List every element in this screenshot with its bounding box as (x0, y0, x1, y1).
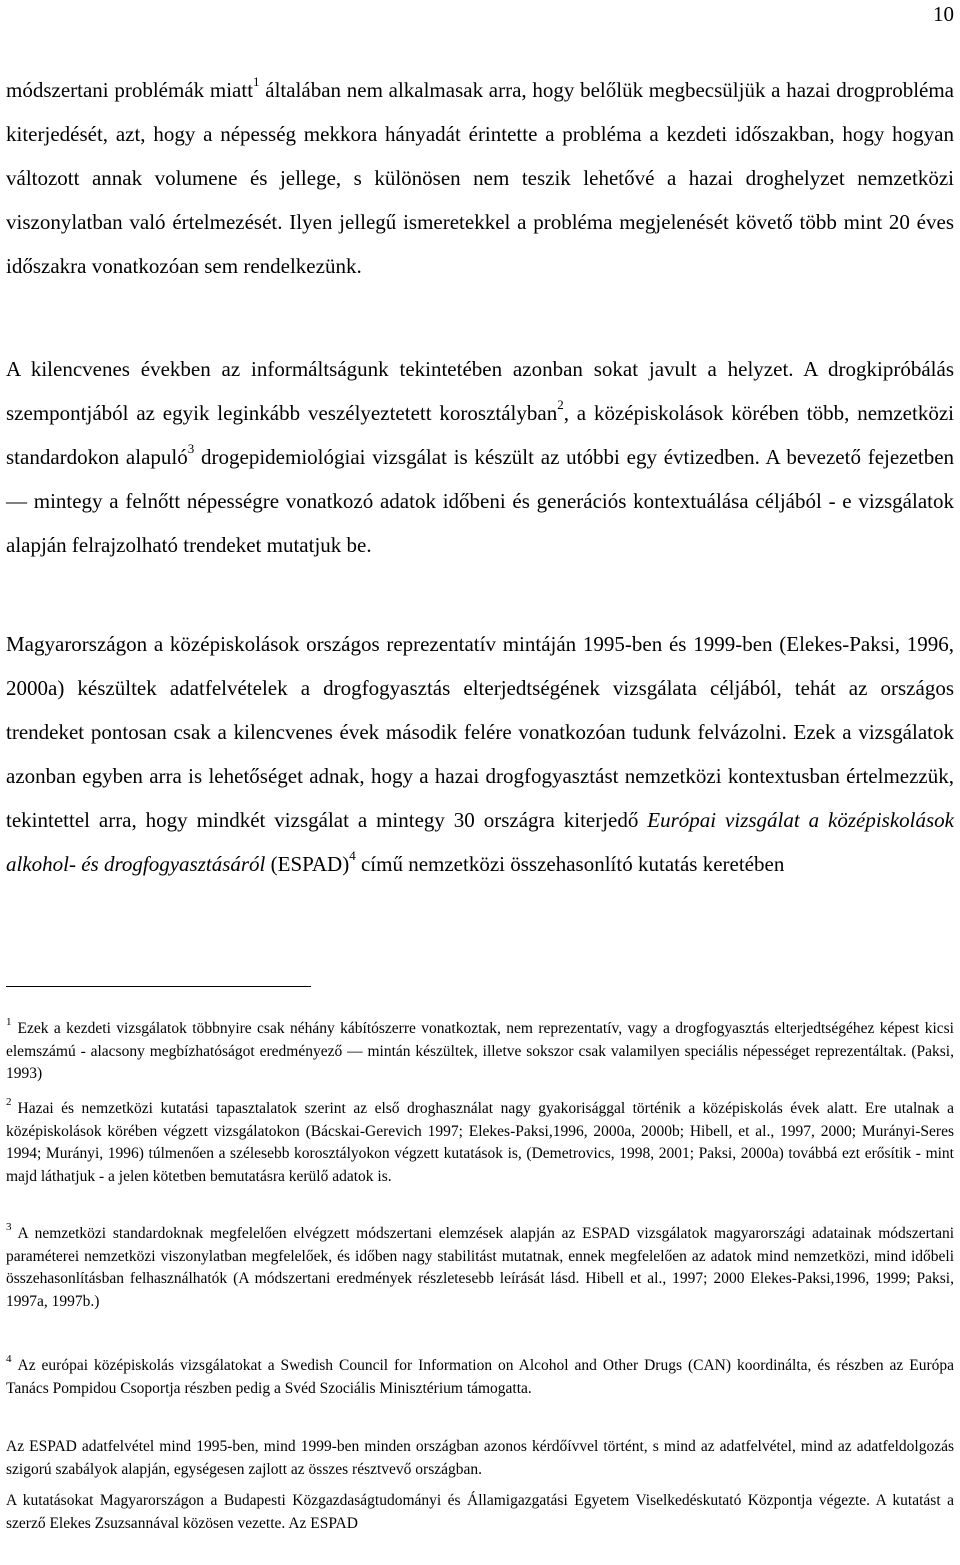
p2-text-b: , a középiskolások körében több, nemzetközi standardokon alapuló (6, 401, 954, 469)
p2-text-a: A kilencvenes években az informáltságunk tekintetében azonban sokat javult a helyzet. A drogkipróbálás szempontjából az egyik leginkább veszélyeztetett korosztályban (6, 357, 954, 425)
footnote-3 (6, 1220, 954, 1313)
footnote-2 (6, 1095, 954, 1188)
footnote-1 (6, 1015, 954, 1086)
p2-text-c: drogepidemiológiai vizsgálat is készült az utóbbi egy évtizedben. A bevezető fejezetben — mintegy a felnőtt népességre vonatkozó adatok időbeni és generációs kontextuálása céljából - e vizsgálatok alapján felrajzolható trendeket mutatjuk be. (6, 445, 955, 557)
p3-italic-title: Európai vizsgálat a középiskolások alkohol- és drogfogyasztásáról (6, 808, 954, 876)
p3-text-c: című nemzetközi összehasonlító kutatás keretében (355, 852, 785, 876)
footnote-4-text: Az európai középiskolás vizsgálatokat a Swedish Council for Information on Alcohol and Other Drugs (CAN) koordinálta, és részben az Európa Tanács Pompidou Csoportja részben pedig a Svéd Szociális Minisztérium támogatta. (6, 1357, 954, 1397)
footnote-ref-4: 4 (349, 848, 356, 863)
footnote-ref-3: 3 (187, 441, 195, 456)
footnote-3-text: A nemzetközi standardoknak megfelelően elvégzett módszertani elemzések alapján az ESPAD vizsgálatok magyarországi adatainak módszertani paraméterei nemzetközi viszonylatban megfelelőek, és időben nagy stabilitást mutatnak, ennek megfelelően az adatok mind nemzetközi, mind időbeli összehasonlításban felhasználhatók (A módszertani eredmények részletesebb leírását lásd. Hibell et al., 1997; 2000 Elekes-Paksi,1996, 1999; Paksi, 1997a, 1997b.) (6, 1225, 954, 1310)
p1-text-b: általában nem alkalmasak arra, hogy belőlük megbecsüljük a hazai drogprobléma kiterjedését, azt, hogy a népesség mekkora hányadát érintette a probléma a kezdeti időszakban, hogy hogyan változott annak volumene és jellege, s különösen nem teszik lehetővé a hazai droghelyzet nemzetközi viszonylatban való értelmezését. Ilyen jellegű ismeretekkel a probléma megjelenését követő több mint 20 éves időszakra vonatkozóan sem rendelkezünk. (6, 78, 955, 278)
page-number: 10 (933, 2, 954, 26)
paragraph-3 (6, 622, 954, 886)
footnote-ref-1: 1 (253, 74, 260, 89)
footnote-4-paragraph-2: Az ESPAD adatfelvétel mind 1995-ben, mind 1999-ben minden országban azonos kérdőívvel történt, s mind az adatfelvétel, mind az adatfeldolgozás szigorú szabályok alapján, egységesen zajlott az összes résztvevő országban. (6, 1438, 954, 1478)
footnote-1-text: Ezek a kezdeti vizsgálatok többnyire csak néhány kábítószerre vonatkoztak, nem reprezentatív, vagy a drogfogyasztás elterjedtségéhez képest kicsi elemszámú - alacsony megbízhatóságot eredményező — mintán készültek, illetve sokszor csak valamilyen speciális népességet reprezentáltak. (Paksi, 1993) (6, 1020, 954, 1082)
p3-text-a: Magyarországon a középiskolások országos reprezentatív mintáján 1995-ben és 1999-ben (Elekes-Paksi, 1996, 2000a) készültek adatfelvételek a drogfogyasztás elterjedtségének vizsgálata céljából, tehát az országos trendeket pontosan csak a kilencvenes évek második felére vonatkozóan tudunk felvázolni. Ezek a vizsgálatok azonban egyben arra is lehetőséget adnak, hogy a hazai drogfogyasztást nemzetközi kontextusban értelmezzük, tekintettel arra, hogy mindkét vizsgálat a mintegy 30 országra kiterjedő (6, 632, 954, 832)
p3-text-b: (ESPAD) (265, 852, 350, 876)
footnote-2-text: Hazai és nemzetközi kutatási tapasztalatok szerint az első droghasználat nagy gyakorisággal történik a középiskolás évek alatt. Ere utalnak a középiskolások körében végzett vizsgálatokon (Bácskai-Gerevich 1997; Elekes-Paksi,1996, 2000a, 2000b; Hibell, et al., 1997, 2000; Murányi-Seres 1994; Murányi, 1996) túlmenően a szélesebb korosztályokon végzett kutatások is, (Demetrovics, 1998, 2001; Paksi, 2000a) továbbá ezt erősítik - mint majd láthatjuk - a jelen kötetben bemutatásra kerülő adatok is. (6, 1100, 954, 1185)
footnote-4-paragraph-3: A kutatásokat Magyarországon a Budapesti Közgazdaságtudományi és Államigazgatási Egyetem Viselkedéskutató Központja végezte. A kutatást a szerző Elekes Zsuzsannával közösen vezette. Az ESPAD (6, 1492, 954, 1532)
footnote-4 (6, 1352, 954, 1400)
p1-text-a: módszertani problémák miatt (6, 78, 254, 102)
footnote-1-number: 1 (6, 1015, 12, 1028)
footnote-ref-2: 2 (557, 397, 564, 412)
paragraph-1 (6, 68, 954, 288)
paragraph-2 (6, 347, 954, 567)
footnote-separator (6, 986, 311, 987)
footnote-2-number: 2 (6, 1095, 12, 1108)
footnote-4-number: 4 (6, 1352, 12, 1365)
footnote-3-number: 3 (6, 1220, 12, 1233)
